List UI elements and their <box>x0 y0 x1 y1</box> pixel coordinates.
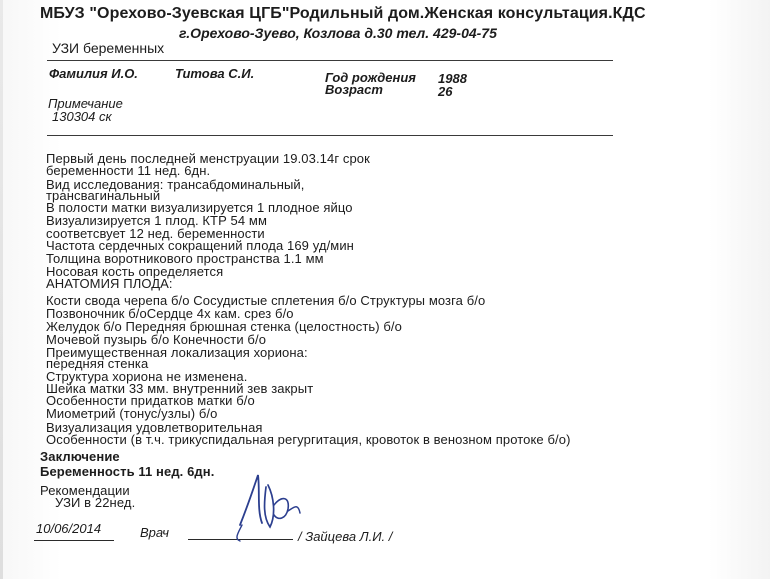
report-date: 10/06/2014 <box>36 521 102 536</box>
finding-line: В полости матки визуализируется 1 плодное яйцо <box>46 200 353 215</box>
finding-line: соответсвует 12 нед. беременности <box>46 226 265 241</box>
doctor-label: Врач <box>140 525 169 540</box>
finding-line: Визуализируется 1 плод. КТР 54 мм <box>46 213 268 228</box>
birth-year-value: 1988 <box>438 71 467 86</box>
finding-line: Толщина воротникового пространства 1.1 мм <box>46 251 324 266</box>
finding-line: беременности 11 нед. 6дн. <box>46 163 211 178</box>
age-value: 26 <box>438 84 453 99</box>
finding-line: трансвагинальный <box>46 188 161 203</box>
finding-line: Структура хориона не изменена. <box>46 369 248 384</box>
anatomy-heading: АНАТОМИЯ ПЛОДА: <box>46 276 173 291</box>
patient-name-value: Титова С.И. <box>175 66 255 81</box>
finding-line: Особенности придатков матки б/о <box>46 393 255 408</box>
patient-divider <box>47 135 613 136</box>
scan-edge-shadow <box>0 0 3 579</box>
handwritten-signature <box>230 465 325 545</box>
institution-address: г.Орехово-Зуево, Козлова д.30 тел. 429-04-75 <box>179 25 497 41</box>
recommendations-label: Рекомендации <box>40 483 130 498</box>
finding-line: Желудок б/о Передняя брюшная стенка (целостность) б/о <box>46 319 402 334</box>
birth-year-label: Год рождения <box>325 70 416 85</box>
conclusion-label: Заключение <box>40 449 120 464</box>
finding-line: Миометрий (тонус/узлы) б/о <box>46 406 218 421</box>
finding-line: Визуализация удовлетворительная <box>46 420 263 435</box>
finding-line: Преимущественная локализация хориона: <box>46 345 308 360</box>
conclusion-text: Беременность 11 нед. 6дн. <box>40 464 215 479</box>
finding-line: Первый день последней менструации 19.03.14г срок <box>46 151 370 166</box>
finding-line: Шейка матки 33 мм. внутренний зев закрыт <box>46 381 314 396</box>
age-label: Возраст <box>325 82 383 97</box>
institution-header: МБУЗ "Орехово-Зуевская ЦГБ"Родильный дом.Женская консультация.КДС <box>40 5 646 22</box>
finding-line: Позвоночник б/оСердце 4х кам. срез б/о <box>46 306 294 321</box>
patient-name-label: Фамилия И.О. <box>49 66 138 81</box>
date-underline <box>34 540 114 541</box>
note-value: 130304 ск <box>52 109 112 124</box>
finding-line: Кости свода черепа б/о Сосудистые сплетения б/о Структуры мозга б/о <box>46 293 486 308</box>
finding-line: Носовая кость определяется <box>46 264 224 279</box>
recommendations-text: УЗИ в 22нед. <box>55 495 136 510</box>
doctor-name: / Зайцева Л.И. / <box>298 529 393 544</box>
note-label: Примечание <box>48 96 123 111</box>
exam-title: УЗИ беременных <box>52 40 165 56</box>
finding-line: Вид исследования: трансабдоминальный, <box>46 177 305 192</box>
header-divider <box>47 60 613 61</box>
finding-line: передняя стенка <box>46 356 149 371</box>
finding-line: Мочевой пузырь б/о Конечности б/о <box>46 332 267 347</box>
finding-line: Частота сердечных сокращений плода 169 уд/мин <box>46 238 354 253</box>
finding-line: Особенности (в т.ч. трикуспидальная регургитация, кровоток в венозном протоке б/о) <box>46 432 571 447</box>
